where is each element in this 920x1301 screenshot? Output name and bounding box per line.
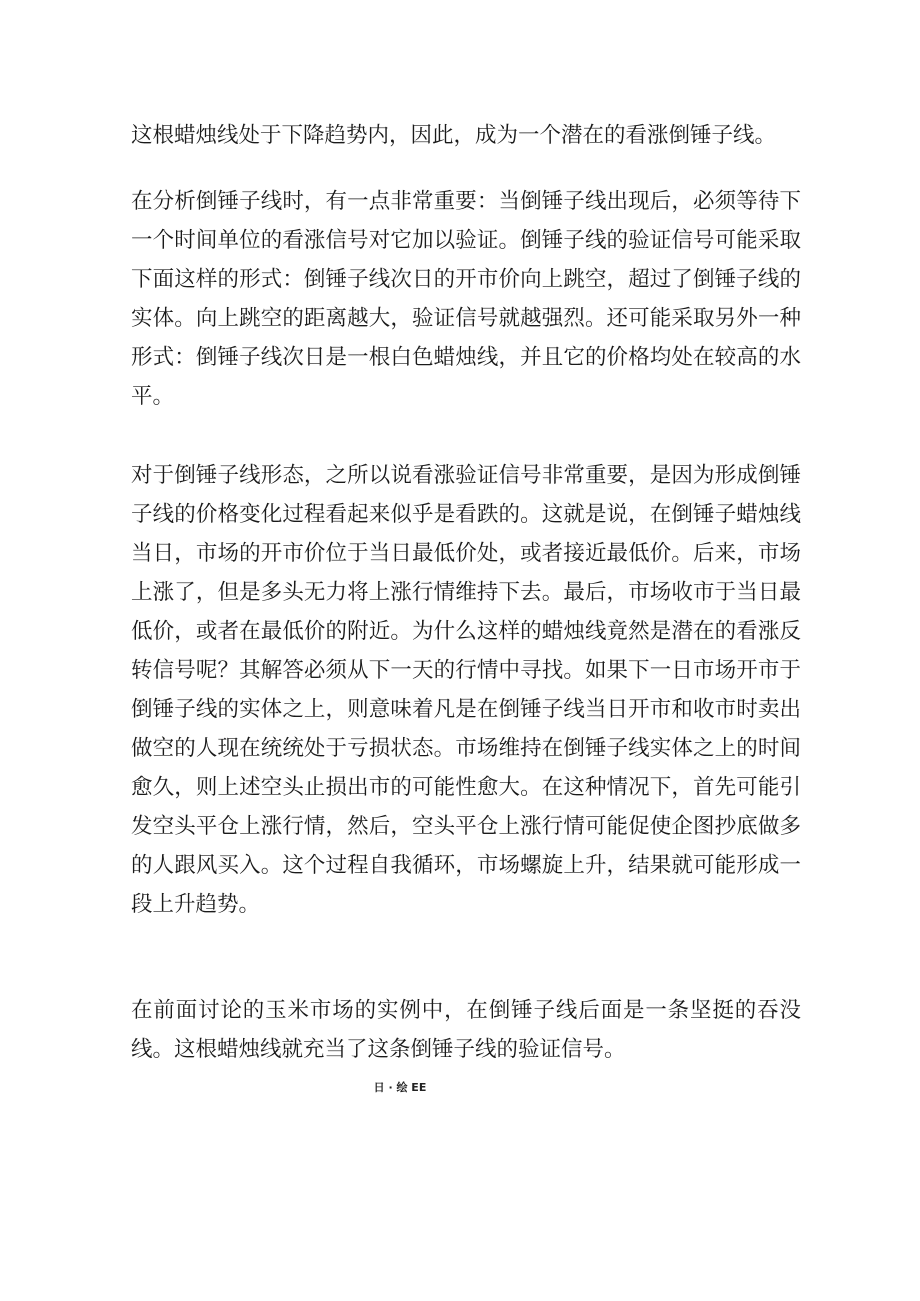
paragraph-3: 对于倒锤子线形态，之所以说看涨验证信号非常重要，是因为形成倒锤子线的价格变化过程看起来似乎是看跌的。这就是说，在倒锤子蜡烛线当日，市场的开市价位于当日最低价处，或者接近最低价。后来，市场上涨了，但是多头无力将上涨行情维持下去。最后，市场收市于当日最低价，或者在最低价的附近。为什么这样的蜡烛线竟然是潜在的看涨反转信号呢？其解答必须从下一天的行情中寻找。如果下一日市场开市于倒锤子线的实体之上，则意味着凡是在倒锤子线当日开市和收市时卖出做空的人现在统统处于亏损状态。市场维持在倒锤子线实体之上的时间愈久，则上述空头止损出市的可能性愈大。在这种情况下，首先可能引发空头平仓上涨行情，然后，空头平仓上涨行情可能促使企图抄底做多的人跟风买入。这个过程自我循环，市场螺旋上升，结果就可能形成一段上升趋势。 [131,463,801,917]
paragraph-2: 在分析倒锤子线时，有一点非常重要：当倒锤子线出现后，必须等待下一个时间单位的看涨信号对它加以验证。倒锤子线的验证信号可能采取下面这样的形式：倒锤子线次日的开市价向上跳空，超过了倒锤子线的实体。向上跳空的距离越大，验证信号就越强烈。还可能采取另外一种形式：倒锤子线次日是一根白色蜡烛线，并且它的价格均处在较高的水平。 [131,189,801,409]
paragraph-1: 这根蜡烛线处于下降趋势内，因此，成为一个潜在的看涨倒锤子线。 [131,123,777,148]
page-footer: 日 · 绘 EE [373,1081,427,1094]
paragraph-4: 在前面讨论的玉米市场的实例中，在倒锤子线后面是一条坚挺的吞没线。这根蜡烛线就充当了这条倒锤子线的验证信号。 [131,998,801,1062]
